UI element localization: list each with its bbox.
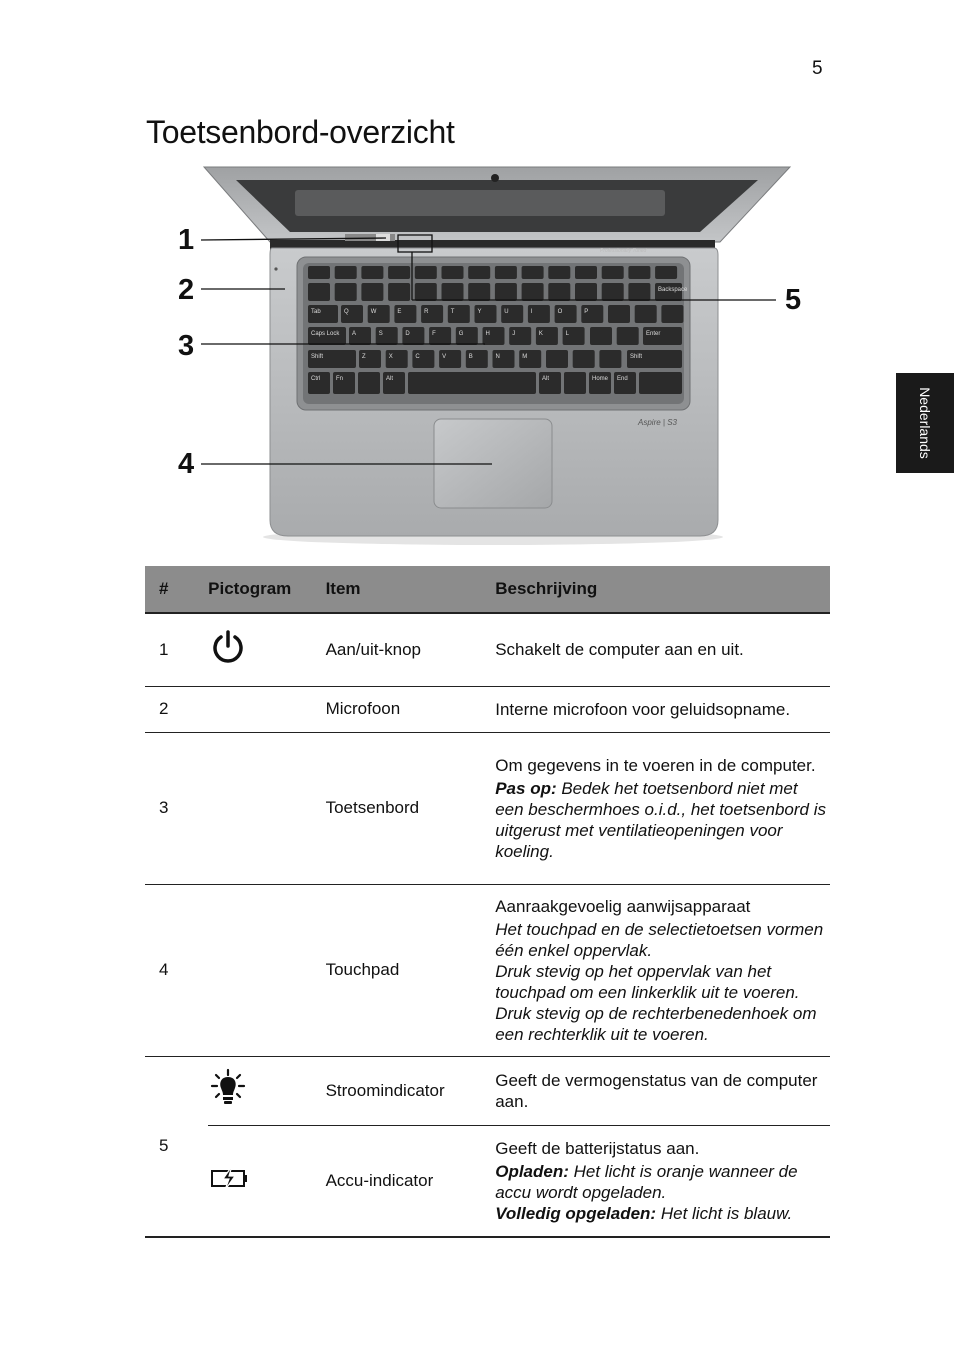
row-number: 1 [159,639,169,659]
caps-lock-key: Caps Lock [311,331,340,337]
keyboard-key [361,283,383,301]
keyboard-key-label: T [450,309,455,315]
page-number: 5 [812,58,823,79]
keyboard-key [522,266,544,279]
keyboard-key [575,266,597,279]
tab-key: Tab [311,309,321,315]
keyboard-key-label: X [388,354,393,360]
callout-2: 2 [178,274,195,306]
header-item: Item [325,579,361,598]
language-side-tab [896,373,954,473]
power-indicator-icon [210,1068,246,1113]
keyboard-key-label: H [485,331,490,337]
keyboard-key [564,372,586,394]
keyboard-key [602,283,624,301]
keyboard-key [361,266,383,279]
keyboard-key [635,305,657,323]
laptop-illustration [140,160,840,550]
row-description: Schakelt de computer aan en uit. [495,640,744,660]
keyboard-key-label: Z [362,354,366,360]
keyboard-key [415,283,437,301]
keyboard-key [358,372,380,394]
keyboard-key [335,266,357,279]
header-number: # [159,579,169,598]
callout-4: 4 [178,448,195,480]
fn-key: Fn [336,376,344,382]
row-description: Aanraakgevoelig aanwijsapparaat [495,896,751,916]
keyboard-key [442,266,464,279]
keyboard-keys [308,266,688,394]
keyboard-key-label: G [458,331,464,337]
row-description: Geeft de batterijstatus aan. [495,1138,700,1158]
keyboard-key-label: E [397,309,402,315]
home-key: Home [592,376,609,382]
keyboard-key [661,305,683,323]
row-description: Geeft de vermogenstatus van de computer aan. [495,1070,818,1111]
row-item: Microfoon [325,699,401,718]
warning-label: Pas op: [495,778,557,798]
keyboard-key-label: F [432,331,436,337]
language-side-tab-label: Nederlands [917,387,933,459]
keyboard-key-label: R [424,309,429,315]
keyboard-key [590,327,612,345]
row-item: Touchpad [325,960,400,979]
keyboard-key [628,283,650,301]
keyboard-key [608,305,630,323]
keyboard-key-label: Q [344,309,349,315]
keyboard-key-label: Y [477,309,482,315]
header-description: Beschrijving [495,579,598,598]
table-row [145,884,830,1056]
alt-right-key: Alt [542,376,550,382]
keyboard-key-label: W [370,309,377,315]
keyboard-key [575,283,597,301]
keyboard-key-label: K [538,331,543,337]
keyboard-key-label: A [352,331,357,337]
right-shift-key: Shift [630,354,643,360]
keyboard-key [308,283,330,301]
keyboard-key-label: I [530,309,533,315]
enter-key: Enter [646,331,661,337]
keyboard-key [573,350,595,368]
callout-5: 5 [785,284,802,316]
table-row [145,686,830,732]
full-text: Het licht is blauw. [656,1203,793,1223]
end-key: End [617,376,628,382]
callout-3: 3 [178,330,195,362]
table-row [145,732,830,884]
keyboard-key [655,266,677,279]
callout-1: 1 [178,224,195,256]
keyboard-key [468,283,490,301]
keyboard-key-label: D [405,331,410,337]
component-table [145,566,830,1238]
keyboard-key [335,283,357,301]
keyboard-key [495,283,517,301]
row-item: Toetsenbord [325,798,420,817]
row-description: Om gegevens in te voeren in de computer. [495,755,816,775]
row-number: 3 [159,798,169,817]
alt-key: Alt [386,376,394,382]
header-pictogram: Pictogram [208,579,292,598]
keyboard-key [602,266,624,279]
keyboard-key-label: L [565,331,569,337]
row-item: Aan/uit-knop [325,639,422,659]
touchpad-note-1: Het touchpad en de selectietoetsen vormen één enkel oppervlak. [495,919,824,960]
keyboard-key-label: J [512,331,516,337]
keyboard-key [468,266,490,279]
keyboard-key [415,266,437,279]
page-title: Toetsenbord-overzicht [146,114,455,150]
row-number: 2 [159,699,169,718]
keyboard-key-label: B [468,354,473,360]
charging-label: Opladen: [495,1161,569,1181]
touchpad-note-3: Druk stevig op de rechterbenedenhoek om een rechterklik uit te voeren. [495,1003,817,1044]
keyboard-key [599,350,621,368]
backspace-key: Backspace [658,287,688,293]
table-row [145,1125,830,1237]
row-description: Interne microfoon voor geluidsopname. [495,699,791,719]
keyboard-key [495,266,517,279]
keyboard-key [308,266,330,279]
table-header-row [145,566,830,613]
charging-text: Het licht is oranje wanneer de accu wordt opgeladen. [495,1161,798,1202]
keyboard-key-label: C [415,354,420,360]
model-label: Aspire | S3 [638,418,677,427]
battery-indicator-icon [210,1165,250,1196]
brand-label: Professionally Tuned [600,248,647,254]
keyboard-key-label: U [504,309,509,315]
row-number: 4 [159,960,169,979]
keyboard-key-label: V [442,354,447,360]
laptop-keyboard-figure [140,160,840,550]
keyboard-key [617,327,639,345]
row-item: Accu-indicator [325,1170,434,1190]
touchpad-note-2: Druk stevig op het oppervlak van het touchpad om een linkerklik uit te voeren. [495,961,800,1002]
keyboard-key-label: S [378,331,383,337]
keyboard-key [546,350,568,368]
ctrl-key: Ctrl [311,376,321,382]
table-row [145,613,830,686]
keyboard-key [408,372,536,394]
keyboard-key-label: O [557,309,563,315]
row-item: Stroomindicator [325,1080,445,1100]
keyboard-key [548,266,570,279]
keyboard-key-label: N [495,354,500,360]
row-number: 5 [145,1056,208,1237]
power-icon [210,629,246,670]
table-row [145,1056,830,1125]
keyboard-key [522,283,544,301]
full-label: Volledig opgeladen: [495,1203,657,1223]
keyboard-key [628,266,650,279]
keyboard-key-label: P [584,309,589,315]
warning-text: Bedek het toetsenbord niet met een beschermhoes o.i.d., het toetsenbord is uitgerust met ventilatieopeningen voor koeling. [495,778,826,861]
keyboard-key-label: M [522,354,528,360]
keyboard-key [548,283,570,301]
left-shift-key: Shift [311,354,324,360]
keyboard-key [388,266,410,279]
keyboard-key [388,283,410,301]
keyboard-key [639,372,682,394]
keyboard-key [442,283,464,301]
